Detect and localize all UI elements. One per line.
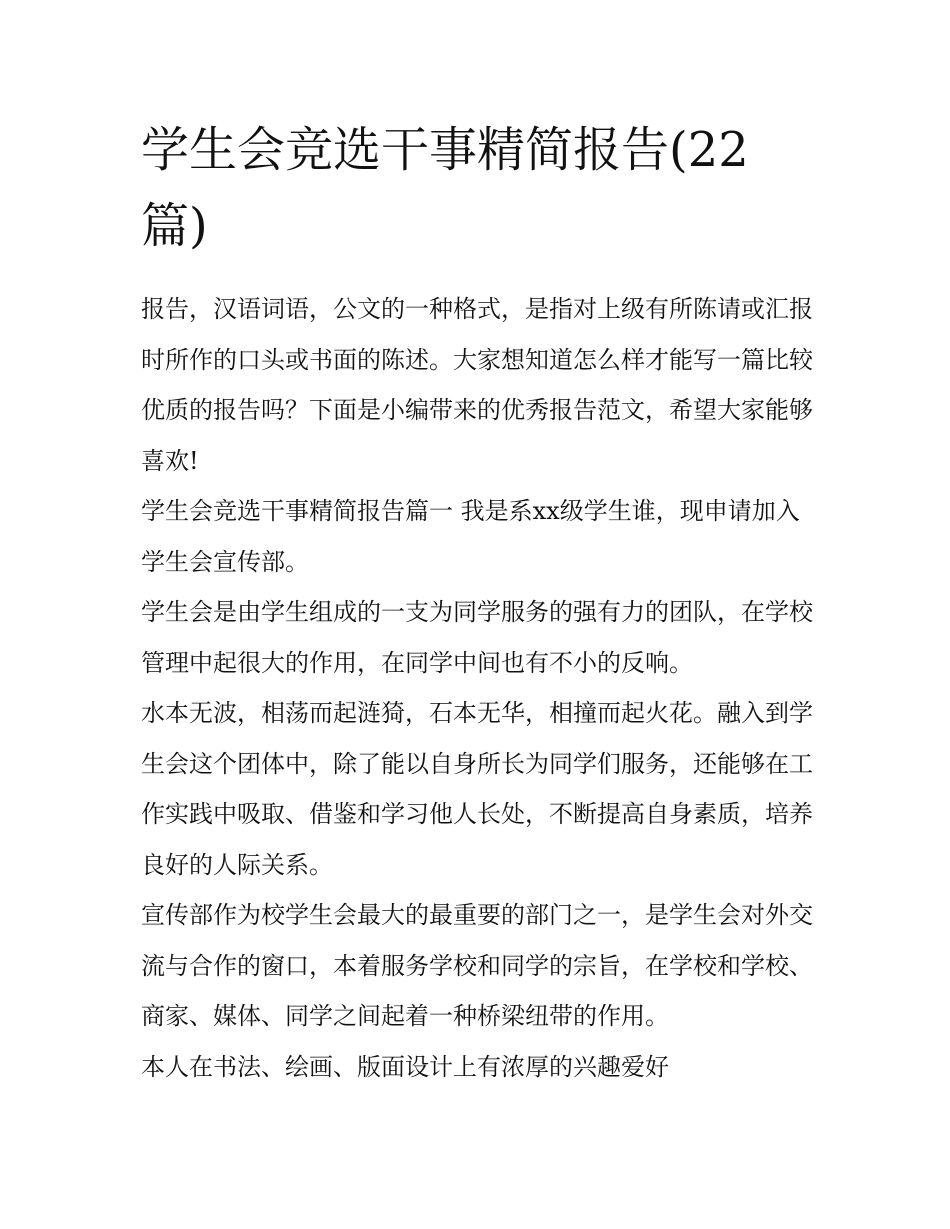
paragraph-application: 学生会竞选干事精简报告篇一 我是系xx级学生谁，现申请加入学生会宣传部。 <box>141 497 800 576</box>
document-body <box>141 112 813 1092</box>
intro-paragraph: 报告，汉语词语，公文的一种格式，是指对上级有所陈请或汇报时所作的口头或书面的陈述。大家想知道怎么样才能写一篇比较优质的报告吗？下面是小编带来的优秀报告范文，希望大家能够喜欢! <box>141 295 813 475</box>
paragraph-interests: 本人在书法、绘画、版面设计上有浓厚的兴趣爱好 <box>141 1052 669 1081</box>
document-title: 学生会竞选干事精简报告(22篇) <box>141 122 749 254</box>
paragraph-publicity-department: 宣传部作为校学生会最大的最重要的部门之一，是学生会对外交流与合作的窗口，本着服务学校和同学的宗旨，在学校和学校、商家、媒体、同学之间起着一种桥梁纽带的作用。 <box>141 901 813 1030</box>
paragraph-student-union-role: 学生会是由学生组成的一支为同学服务的强有力的团队，在学校管理中起很大的作用，在同学中间也有不小的反响。 <box>141 598 813 677</box>
paragraph-motivation: 水本无波，相荡而起涟猗，石本无华，相撞而起火花。融入到学生会这个团体中，除了能以自身所长为同学们服务，还能够在工作实践中吸取、借鉴和学习他人长处，不断提高自身素质，培养良好的人际关系。 <box>141 699 813 879</box>
